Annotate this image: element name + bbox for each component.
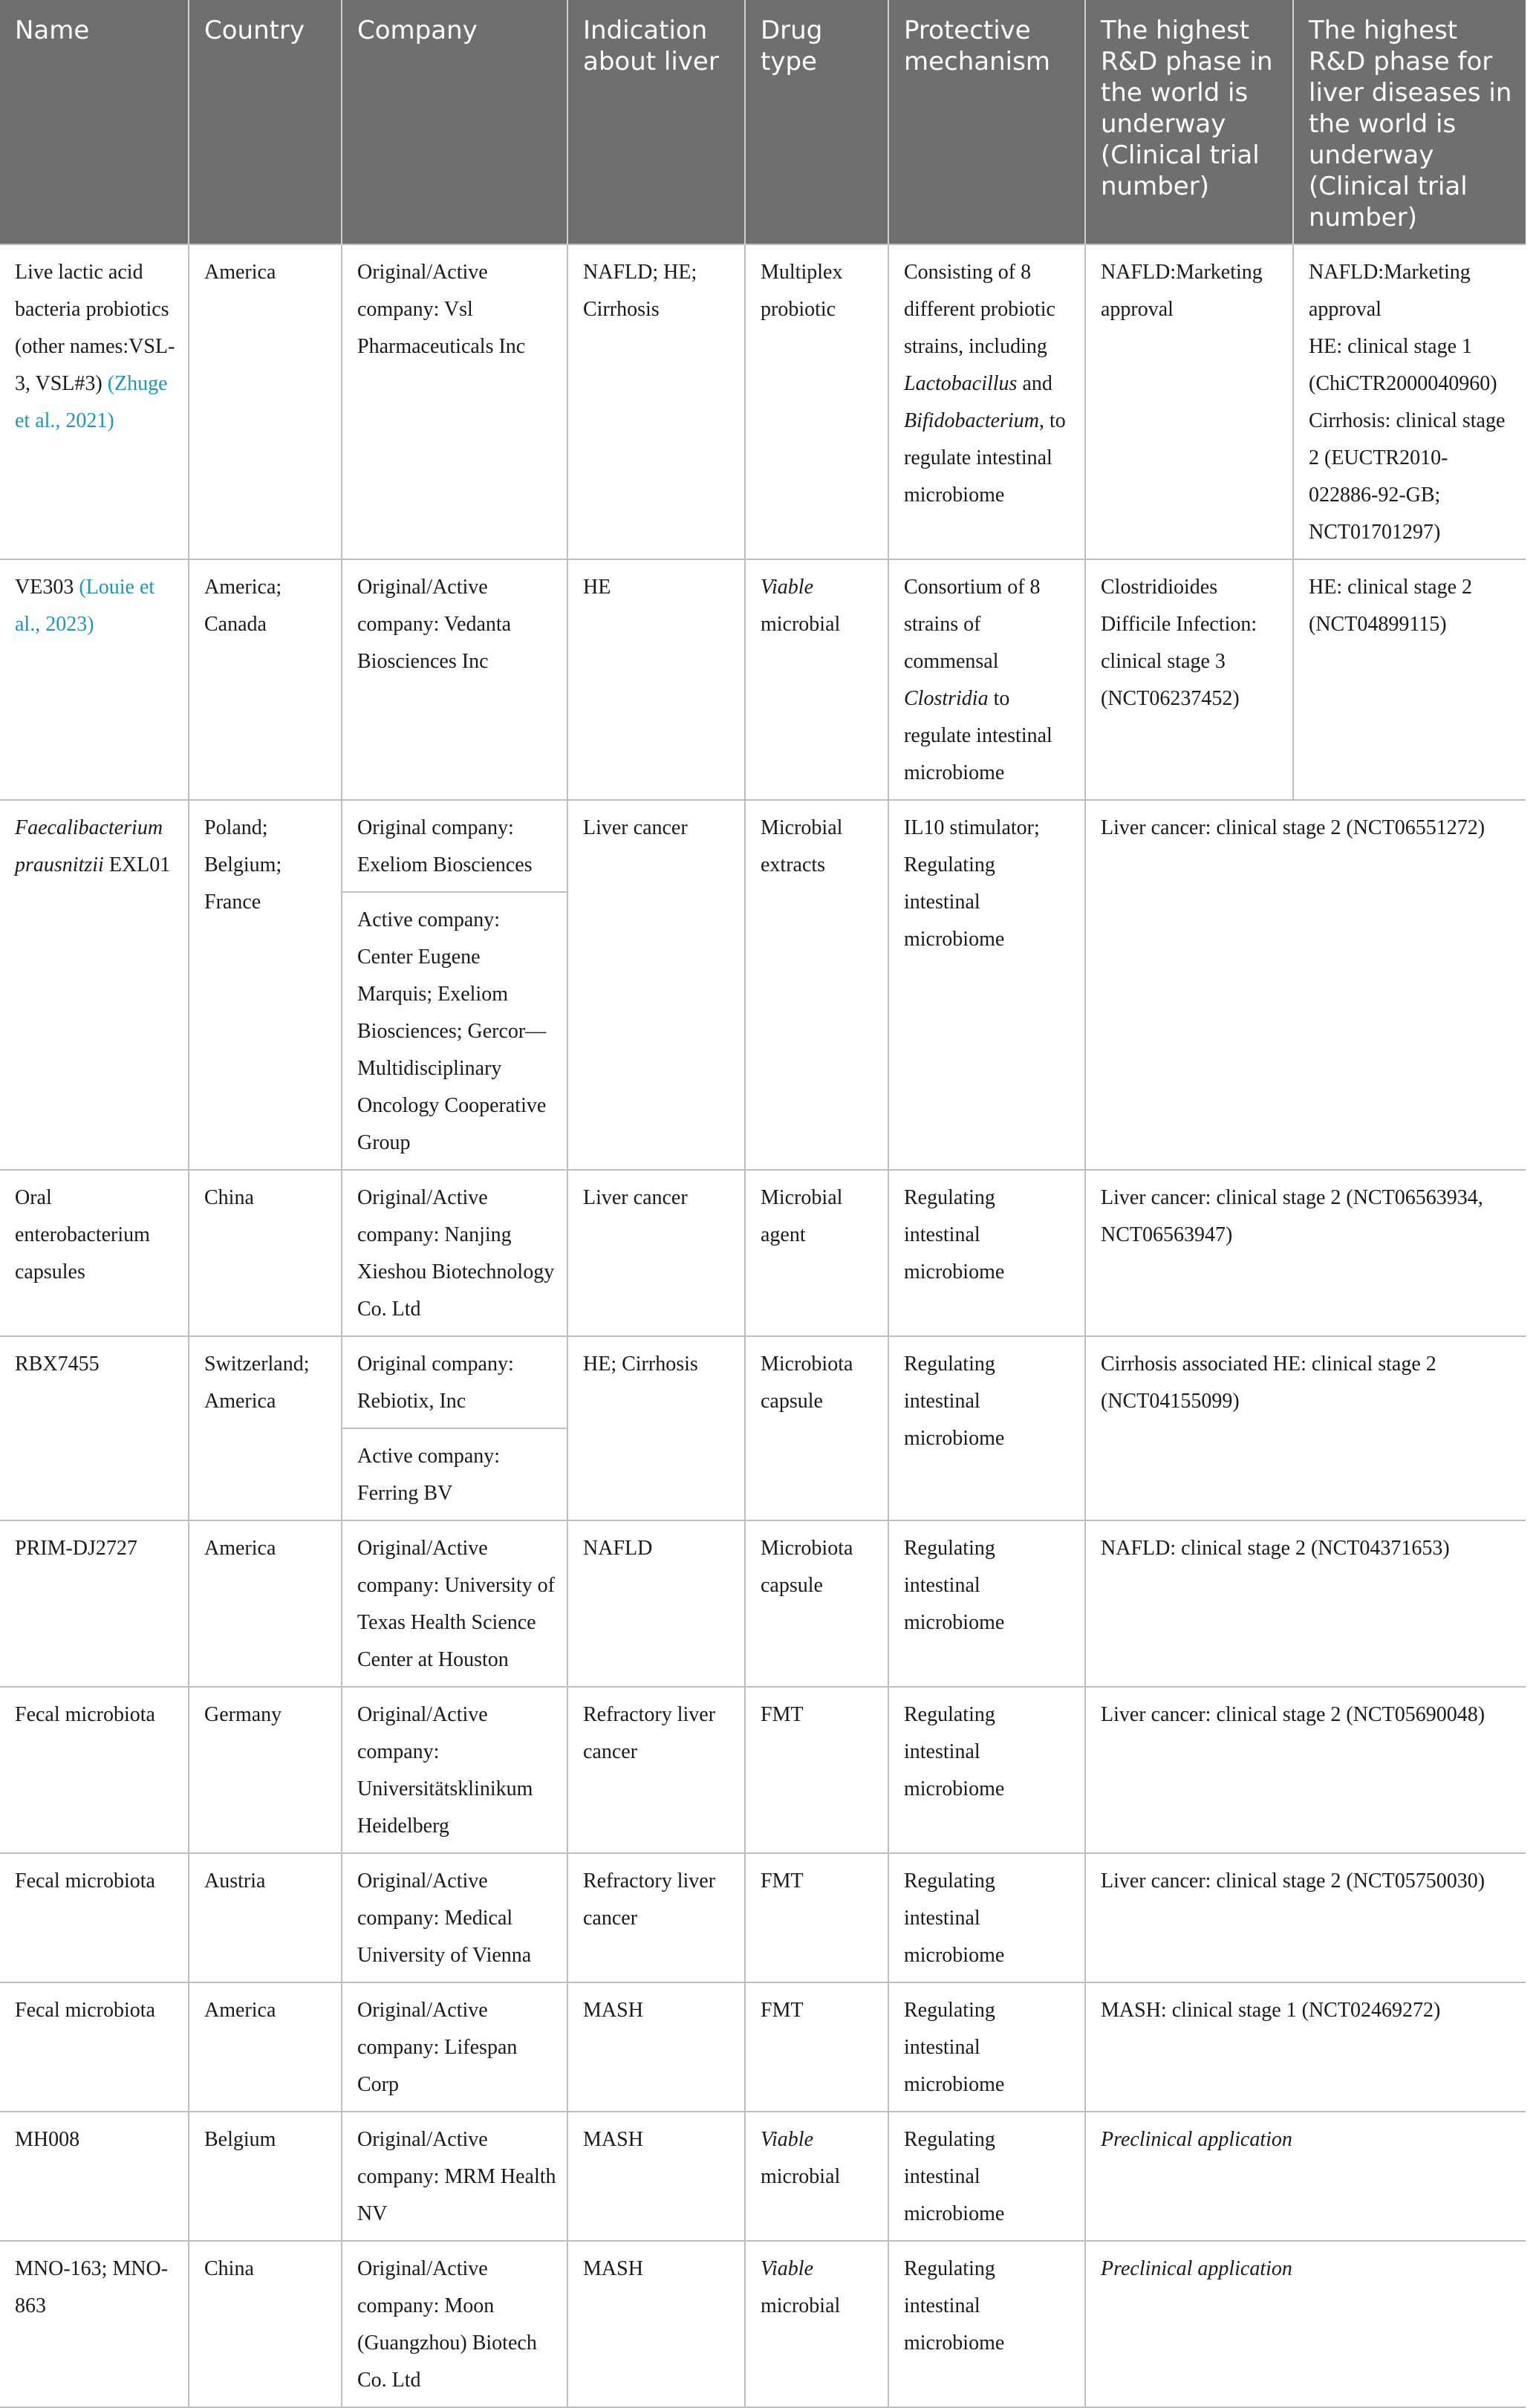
drug-name: VE303 [15, 576, 74, 599]
cell-drug-type [745, 2112, 888, 2241]
cell-mechanism [888, 244, 1085, 559]
cell-phase: Preclinical application [1085, 2241, 1526, 2407]
header-name: Name [0, 0, 189, 244]
cell-country: Germany [189, 1687, 342, 1853]
cell-mechanism: Regulating intestinal microbiome [888, 2241, 1085, 2407]
mechanism-genus: Clostridia [904, 687, 989, 710]
drug-type-text: microbial [761, 2294, 841, 2317]
citation-link[interactable]: (Zhuge et al., 2021) [15, 372, 168, 432]
cell-indication: NAFLD; HE; Cirrhosis [567, 244, 745, 559]
cell-phase-liver [1293, 244, 1526, 559]
header-phase-world: The highest R&D phase in the world is underway (Clinical trial number) [1085, 0, 1293, 244]
citation-link[interactable]: (Louie et al., 2023) [15, 576, 155, 636]
cell-indication: MASH [567, 2112, 745, 2241]
cell-company: Original/Active company: Medical University of Vienna [342, 1853, 567, 1982]
table-row [0, 559, 1526, 800]
cell-country: China [189, 2241, 342, 2407]
cell-mechanism: Regulating intestinal microbiome [888, 1853, 1085, 1982]
table-row [0, 2241, 1526, 2407]
cell-phase: Liver cancer: clinical stage 2 (NCT06563934, NCT06563947) [1085, 1170, 1526, 1336]
cell-company: Original/Active company: Universitätsklinikum Heidelberg [342, 1687, 567, 1853]
cell-company-original: Original company: Exeliom Biosciences [342, 800, 567, 892]
cell-mechanism: Regulating intestinal microbiome [888, 1687, 1085, 1853]
drug-name-italic: Faecalibacterium prausnitzii [15, 816, 163, 876]
cell-company: Original/Active company: Nanjing Xieshou Biotechnology Co. Ltd [342, 1170, 567, 1336]
drug-type-text: microbial [761, 2165, 841, 2188]
cell-company: Original/Active company: Lifespan Corp [342, 1982, 567, 2112]
header-row [0, 0, 1526, 244]
cell-name: MH008 [0, 2112, 189, 2241]
cell-country: Switzerland; America [189, 1336, 342, 1520]
cell-country: America; Canada [189, 559, 342, 800]
cell-company: Original/Active company: MRM Health NV [342, 2112, 567, 2241]
cell-phase: Liver cancer: clinical stage 2 (NCT05690048) [1085, 1687, 1526, 1853]
cell-phase: NAFLD: clinical stage 2 (NCT04371653) [1085, 1520, 1526, 1687]
cell-company-active: Active company: Center Eugene Marquis; Exeliom Biosciences; Gercor—Multidisciplinary Oncology Cooperative Group [342, 892, 567, 1170]
cell-country: Belgium [189, 2112, 342, 2241]
cell-company-original: Original company: Rebiotix, Inc [342, 1336, 567, 1428]
phase-line: NAFLD:Marketing approval [1309, 261, 1471, 321]
mechanism-genus: Bifidobacterium [904, 409, 1039, 432]
mechanism-text: , to regulate intestinal microbiome [904, 409, 1066, 507]
cell-name: Fecal microbiota [0, 1687, 189, 1853]
cell-mechanism [888, 559, 1085, 800]
drug-type-italic: Viable [761, 2257, 814, 2280]
cell-drug-type [745, 559, 888, 800]
table-row [0, 1982, 1526, 2112]
cell-name: Fecal microbiota [0, 1853, 189, 1982]
cell-indication: Refractory liver cancer [567, 1687, 745, 1853]
cell-country: America [189, 1982, 342, 2112]
mechanism-text: and [1017, 372, 1052, 395]
cell-phase-world: NAFLD:Marketing approval [1085, 244, 1293, 559]
drug-name: EXL01 [103, 853, 171, 876]
drug-type-text: microbial [761, 613, 841, 636]
header-indication: Indication about liver [567, 0, 745, 244]
table-row [0, 1336, 1526, 1428]
cell-drug-type: Microbial extracts [745, 800, 888, 1170]
table-row [0, 800, 1526, 892]
phase-line: HE: clinical stage 1 (ChiCTR2000040960) [1309, 335, 1497, 395]
cell-drug-type: FMT [745, 1687, 888, 1853]
cell-phase: Liver cancer: clinical stage 2 (NCT05750030) [1085, 1853, 1526, 1982]
cell-name: Oral enterobacterium capsules [0, 1170, 189, 1336]
phase-line: Cirrhosis: clinical stage 2 (EUCTR2010-022886-92-GB; NCT01701297) [1309, 409, 1506, 544]
cell-drug-type: Microbiota capsule [745, 1336, 888, 1520]
cell-drug-type [745, 2241, 888, 2407]
cell-company: Original/Active company: Vedanta Biosciences Inc [342, 559, 567, 800]
table-row [0, 2112, 1526, 2241]
cell-drug-type: Multiplex probiotic [745, 244, 888, 559]
cell-phase-world: Clostridioides Difficile Infection: clinical stage 3 (NCT06237452) [1085, 559, 1293, 800]
cell-indication: MASH [567, 1982, 745, 2112]
cell-phase: Liver cancer: clinical stage 2 (NCT06551272) [1085, 800, 1526, 1170]
cell-name: PRIM-DJ2727 [0, 1520, 189, 1687]
cell-mechanism: Regulating intestinal microbiome [888, 1982, 1085, 2112]
table-row [0, 244, 1526, 559]
cell-indication: Liver cancer [567, 1170, 745, 1336]
table-header [0, 0, 1526, 244]
cell-mechanism: Regulating intestinal microbiome [888, 1170, 1085, 1336]
cell-country: Austria [189, 1853, 342, 1982]
cell-name [0, 559, 189, 800]
table-row [0, 1853, 1526, 1982]
cell-country: Poland; Belgium; France [189, 800, 342, 1170]
cell-phase-liver: HE: clinical stage 2 (NCT04899115) [1293, 559, 1526, 800]
mechanism-text: Consortium of 8 strains of commensal [904, 576, 1041, 673]
header-mechanism: Protective mechanism [888, 0, 1085, 244]
cell-drug-type: Microbiota capsule [745, 1520, 888, 1687]
header-drug-type: Drug type [745, 0, 888, 244]
cell-indication: HE [567, 559, 745, 800]
cell-phase: Preclinical application [1085, 2112, 1526, 2241]
cell-country: America [189, 1520, 342, 1687]
cell-mechanism: Regulating intestinal microbiome [888, 1336, 1085, 1520]
drug-name: Live lactic acid bacteria probiotics (other names:VSL-3, VSL#3) [15, 261, 175, 395]
drug-type-italic: Viable [761, 576, 814, 599]
cell-phase: Cirrhosis associated HE: clinical stage 2 (NCT04155099) [1085, 1336, 1526, 1520]
header-phase-liver: The highest R&D phase for liver diseases in the world is underway (Clinical trial number) [1293, 0, 1526, 244]
cell-name: RBX7455 [0, 1336, 189, 1520]
cell-company: Original/Active company: University of Texas Health Science Center at Houston [342, 1520, 567, 1687]
cell-country: China [189, 1170, 342, 1336]
header-company: Company [342, 0, 567, 244]
table-row [0, 1520, 1526, 1687]
table-body [0, 244, 1526, 2407]
cell-indication: Liver cancer [567, 800, 745, 1170]
cell-indication: NAFLD [567, 1520, 745, 1687]
cell-company: Original/Active company: Vsl Pharmaceuticals Inc [342, 244, 567, 559]
cell-drug-type: Microbial agent [745, 1170, 888, 1336]
table-row [0, 1687, 1526, 1853]
mechanism-text: to regulate intestinal microbiome [904, 687, 1052, 784]
cell-mechanism: Regulating intestinal microbiome [888, 2112, 1085, 2241]
header-country: Country [189, 0, 342, 244]
cell-drug-type: FMT [745, 1853, 888, 1982]
drug-type-italic: Viable [761, 2128, 814, 2151]
table-row [0, 1170, 1526, 1336]
cell-mechanism: IL10 stimulator; Regulating intestinal microbiome [888, 800, 1085, 1170]
cell-name: MNO-163; MNO-863 [0, 2241, 189, 2407]
cell-name [0, 244, 189, 559]
cell-drug-type: FMT [745, 1982, 888, 2112]
cell-company: Original/Active company: Moon (Guangzhou) Biotech Co. Ltd [342, 2241, 567, 2407]
cell-mechanism: Regulating intestinal microbiome [888, 1520, 1085, 1687]
cell-country: America [189, 244, 342, 559]
cell-name [0, 800, 189, 1170]
cell-indication: Refractory liver cancer [567, 1853, 745, 1982]
cell-company-active: Active company: Ferring BV [342, 1428, 567, 1520]
mechanism-genus: Lactobacillus [904, 372, 1018, 395]
cell-name: Fecal microbiota [0, 1982, 189, 2112]
cell-indication: MASH [567, 2241, 745, 2407]
mechanism-text: Consisting of 8 different probiotic strains, including [904, 261, 1055, 358]
cell-phase: MASH: clinical stage 1 (NCT02469272) [1085, 1982, 1526, 2112]
cell-indication: HE; Cirrhosis [567, 1336, 745, 1520]
